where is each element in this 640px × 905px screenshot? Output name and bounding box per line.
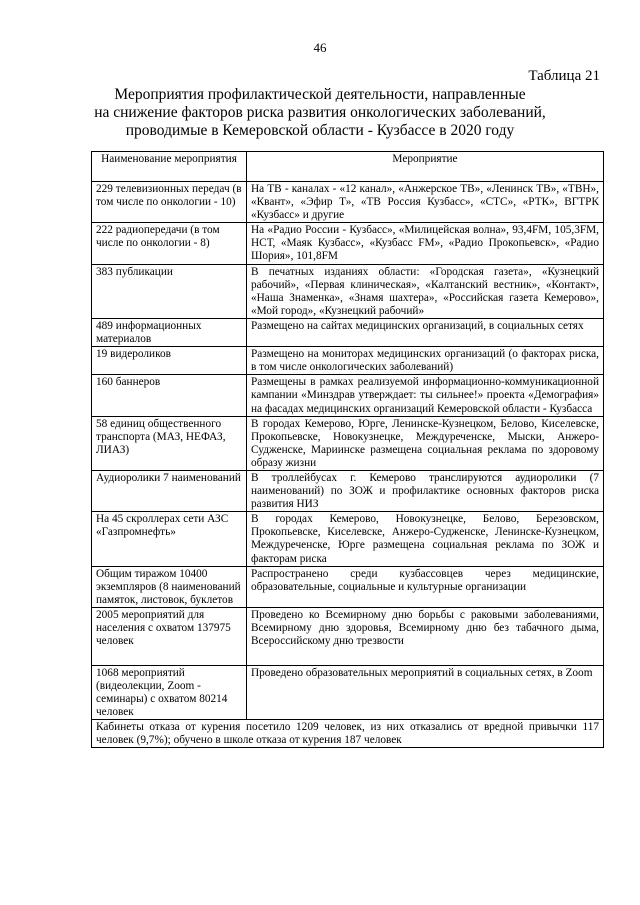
table-footer-row	[92, 720, 604, 748]
table-row	[92, 607, 604, 665]
row-name: 160 баннеров	[92, 375, 247, 416]
row-event: Размещены в рамках реализуемой информационно-коммуникационной кампании «Минздрав утверждает: ты сильнее!» проекта «Демография» на фасадах медицинских организаций Кемеровской области - Кузбасса	[247, 375, 604, 416]
header-event-name: Наименование мероприятия	[92, 152, 247, 182]
row-event: В печатных изданиях области: «Городская газета», «Кузнецкий рабочий», «Первая клиническая», «Калтанский вестник», «Контакт», «Наша Знаменка», «Знамя шахтера», «Российская газета Кемерово», «Мой город», «Кузнецкий рабочий»	[247, 264, 604, 318]
row-name: 2005 мероприятий для населения с охватом 137975 человек	[92, 607, 247, 665]
header-event: Мероприятие	[247, 152, 604, 182]
row-event: В троллейбусах г. Кемерово транслируются аудиоролики (7 наименований) по ЗОЖ и профилактике основных факторов риска развития НИЗ	[247, 470, 604, 511]
row-event: На ТВ - каналах - «12 канал», «Анжерское ТВ», «Ленинск ТВ», «ТВН», «Квант», «Эфир Т», «ТВ Россия Кузбасс», «СТС», «РТК», ВГТРК «Кузбасс» и другие	[247, 182, 604, 223]
row-event: Проведено образовательных мероприятий в социальных сетях, в Zoom	[247, 665, 604, 719]
table-row	[92, 347, 604, 375]
table-row	[92, 223, 604, 264]
page-number: 46	[313, 40, 327, 55]
row-event: Распространено среди кузбассовцев через медицинские, образовательные, социальные и культурные организации	[247, 566, 604, 607]
table-row	[92, 318, 604, 346]
row-event: Размещено на мониторах медицинских организаций (о факторах риска, в том числе онкологических заболеваний)	[247, 347, 604, 375]
table-row	[92, 470, 604, 511]
row-event: На «Радио России - Кузбасс», «Милицейская волна», 93,4FM, 105,3FM, НСТ, «Маяк Кузбасс», «Кузбасс FM», «Радио Прокопьевск», «Радио Шория», 101,8FM	[247, 223, 604, 264]
row-name: 222 радиопередачи (в том числе по онкологии - 8)	[92, 223, 247, 264]
row-name: На 45 скроллерах сети АЗС «Газпромнефть»	[92, 512, 247, 566]
row-name: 1068 мероприятий (видеолекции, Zoom - семинары) с охватом 80214 человек	[92, 665, 247, 719]
table-label: Таблица 21	[528, 68, 600, 84]
row-name: 19 видероликов	[92, 347, 247, 375]
title-line: Мероприятия профилактической деятельности, направленные	[114, 86, 526, 103]
table-row	[92, 566, 604, 607]
row-event: Размещено на сайтах медицинских организаций, в социальных сетях	[247, 318, 604, 346]
row-name: 489 информационных материалов	[92, 318, 247, 346]
row-name: Аудиоролики 7 наименований	[92, 470, 247, 511]
row-event: В городах Кемерово, Новокузнецке, Белово, Березовском, Прокопьевске, Киселевске, Анжеро-Судженске, Ленинске-Кузнецком, Междуреченске, Юрге размещена социальная реклама по ЗОЖ и факторам риска	[247, 512, 604, 566]
table-footer-note: Кабинеты отказа от курения посетило 1209 человек, из них отказались от вредной привычки 117 человек (9,7%); обучено в школе отказа от курения 187 человек	[92, 720, 604, 748]
title-line: на снижение факторов риска развития онкологических заболеваний,	[94, 104, 546, 121]
row-event: Проведено ко Всемирному дню борьбы с раковыми заболеваниями, Всемирному дню здоровья, Всемирному дню без табачного дыма, Всероссийскому дню трезвости	[247, 607, 604, 665]
row-name: 383 публикации	[92, 264, 247, 318]
row-name: 58 единиц общественного транспорта (МАЗ, НЕФАЗ, ЛИАЗ)	[92, 416, 247, 470]
table-row	[92, 512, 604, 566]
table-row	[92, 665, 604, 719]
table-header-row	[92, 152, 604, 182]
table-row	[92, 375, 604, 416]
row-name: 229 телевизионных передач (в том числе по онкологии - 10)	[92, 182, 247, 223]
row-event: В городах Кемерово, Юрге, Ленинске-Кузнецком, Белово, Киселевске, Прокопьевске, Новокузнецке, Междуреченске, Мыски, Анжеро-Судженске, Мариинске размещена социальная реклама по здоровому образу жизни	[247, 416, 604, 470]
table-row	[92, 264, 604, 318]
table-row	[92, 182, 604, 223]
document-title	[60, 86, 580, 140]
row-name: Общим тиражом 10400 экземпляров (8 наименований памяток, листовок, буклетов	[92, 566, 247, 607]
title-line: проводимые в Кемеровской области - Кузбассе в 2020 году	[125, 122, 515, 139]
table-row	[92, 416, 604, 470]
events-table	[91, 151, 604, 748]
